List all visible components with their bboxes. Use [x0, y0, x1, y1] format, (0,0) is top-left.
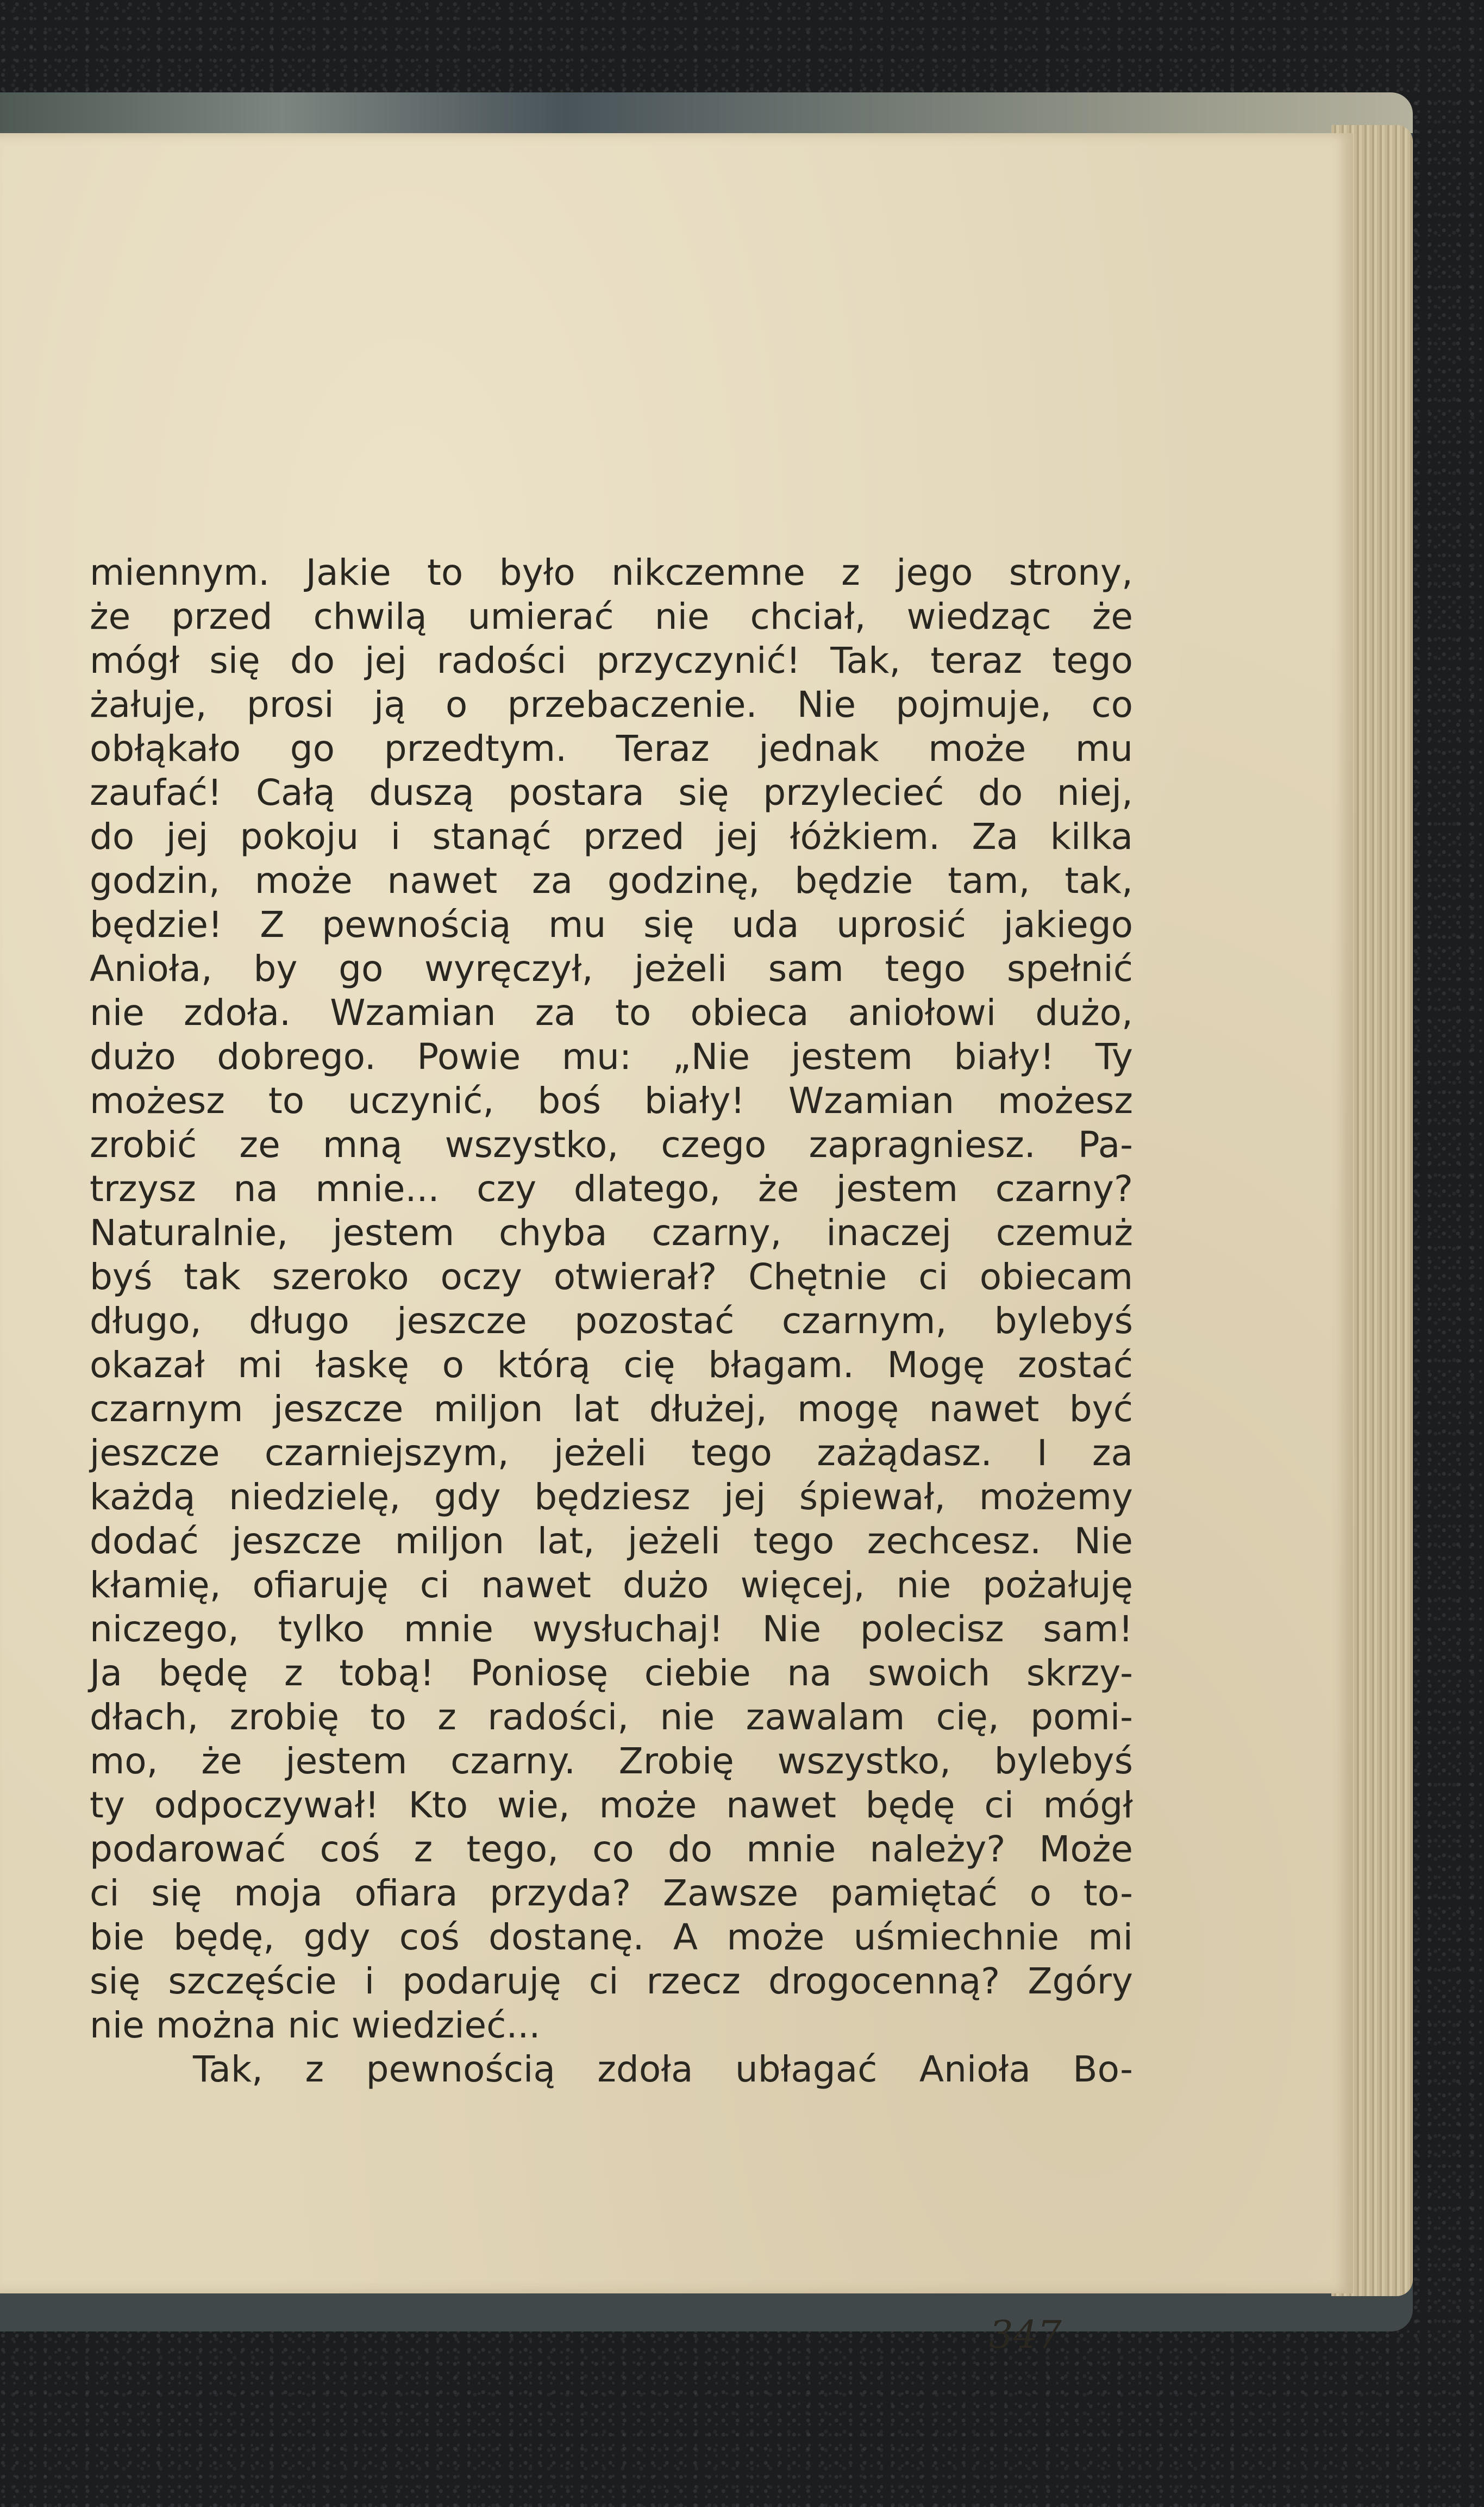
- text-line: żałuje, prosi ją o przebaczenie. Nie pojmuje, co: [90, 684, 1133, 726]
- text-line: będzie! Z pewnością mu się uda uprosić jakiego: [90, 904, 1133, 946]
- text-line: mógł się do jej radości przyczynić! Tak, teraz tego: [90, 640, 1133, 682]
- text-line: dodać jeszcze miljon lat, jeżeli tego zechcesz. Nie: [90, 1520, 1133, 1562]
- text-line: miennym. Jakie to było nikczemne z jego strony,: [90, 552, 1133, 593]
- text-line: dłach, zrobię to z radości, nie zawalam cię, pomi-: [90, 1696, 1133, 1738]
- text-line: kłamię, ofiaruję ci nawet dużo więcej, nie pożałuję: [90, 1564, 1133, 1606]
- text-line: ci się moja ofiara przyda? Zawsze pamiętać o to-: [90, 1872, 1133, 1914]
- text-line: byś tak szeroko oczy otwierał? Chętnie ci obiecam: [90, 1256, 1133, 1298]
- text-line: dużo dobrego. Powie mu: „Nie jestem biały! Ty: [90, 1036, 1133, 1078]
- text-line: każdą niedzielę, gdy będziesz jej śpiewał, możemy: [90, 1476, 1133, 1518]
- text-line: niczego, tylko mnie wysłuchaj! Nie polecisz sam!: [90, 1608, 1133, 1650]
- text-line: do jej pokoju i stanąć przed jej łóżkiem. Za kilka: [90, 816, 1133, 858]
- text-line: nie można nic wiedzieć...: [90, 2004, 541, 2046]
- page-number: 347: [989, 2312, 1062, 2357]
- text-line: nie zdoła. Wzamian za to obieca aniołowi dużo,: [90, 992, 1133, 1034]
- text-line: ty odpoczywał! Kto wie, może nawet będę ci mógł: [90, 1784, 1133, 1826]
- text-line: zrobić ze mną wszystko, czego zapragniesz. Pa-: [90, 1124, 1133, 1166]
- book-page: [0, 133, 1353, 2357]
- text-line: godzin, może nawet za godzinę, będzie tam, tak,: [90, 860, 1133, 902]
- text-line: Ja będę z tobą! Poniosę ciebie na swoich skrzy-: [90, 1652, 1133, 1694]
- text-line: jeszcze czarniejszym, jeżeli tego zażądasz. I za: [90, 1432, 1133, 1474]
- text-line: Anioła, by go wyręczył, jeżeli sam tego spełnić: [90, 948, 1133, 990]
- cover-edge: [0, 92, 1413, 133]
- text-line: bie będę, gdy coś dostanę. A może uśmiechnie mi: [90, 1916, 1133, 1958]
- text-line: zaufać! Całą duszą postara się przylecieć do niej,: [90, 772, 1133, 814]
- body-text: [90, 551, 1133, 2091]
- text-line: długo, długo jeszcze pozostać czarnym, bylebyś: [90, 1300, 1133, 1342]
- text-line: się szczęście i podaruję ci rzecz drogocenną? Zgóry: [90, 1960, 1133, 2002]
- text-line: czarnym jeszcze miljon lat dłużej, mogę nawet być: [90, 1388, 1133, 1430]
- text-line: podarować coś z tego, co do mnie należy? Może: [90, 1828, 1133, 1870]
- text-line: możesz to uczynić, boś biały! Wzamian możesz: [90, 1080, 1133, 1122]
- text-line: że przed chwilą umierać nie chciał, wiedząc że: [90, 596, 1133, 637]
- text-line: Naturalnie, jestem chyba czarny, inaczej czemuż: [90, 1212, 1133, 1254]
- text-line: Tak, z pewnością zdoła ubłagać Anioła Bo-: [193, 2048, 1133, 2090]
- text-line: mo, że jestem czarny. Zrobię wszystko, bylebyś: [90, 1740, 1133, 1782]
- text-line: obłąkało go przedtym. Teraz jednak może mu: [90, 728, 1133, 770]
- text-line: okazał mi łaskę o którą cię błagam. Mogę zostać: [90, 1344, 1133, 1386]
- text-line: trzysz na mnie... czy dlatego, że jestem czarny?: [90, 1168, 1133, 1210]
